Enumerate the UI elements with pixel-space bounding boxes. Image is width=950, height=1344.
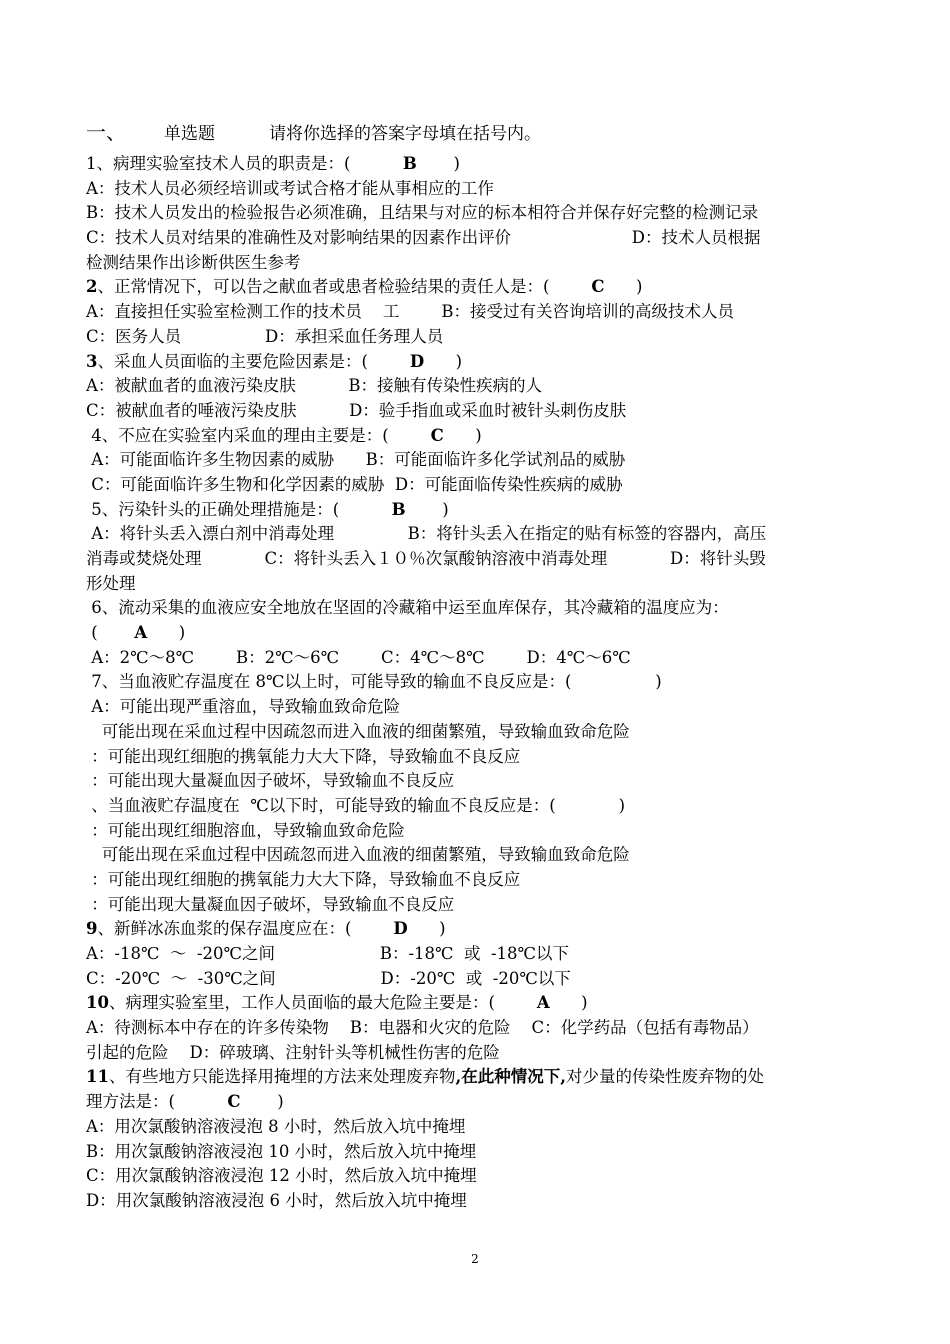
text-line (86, 325, 866, 350)
text-line (86, 1140, 866, 1165)
line-text: B：用次氯酸钠溶液浸泡 10 小时，然后放入坑中掩埋 (86, 1141, 477, 1161)
line-text: 、病理实验室里，工作人员面临的最大危险主要是：( (108, 993, 537, 1013)
line-text: 、采血人员面临的主要危险因素是：( (97, 351, 410, 371)
text-line (86, 621, 866, 646)
text-line (86, 745, 866, 770)
line-text: 引起的危险 D：碎玻璃、注射针头等机械性伤害的危险 (86, 1042, 500, 1062)
bold-text: D (393, 919, 408, 939)
bold-text: C (591, 277, 605, 297)
line-text: ) (549, 993, 588, 1013)
line-text: ) (443, 425, 482, 445)
line-text: ) (407, 919, 446, 939)
section-type: 单选题 (164, 124, 215, 144)
bold-text: A (134, 623, 148, 643)
line-text: C：可能面临许多生物和化学因素的威胁 D：可能面临传染性疾病的威胁 (86, 474, 623, 494)
text-line (86, 695, 866, 720)
line-text: 4、不应在实验室内采血的理由主要是：( (86, 425, 431, 445)
text-line (86, 374, 866, 399)
line-text: A：可能面临许多生物因素的威胁 B：可能面临许多化学试剂品的威胁 (86, 450, 626, 470)
line-text: A：直接担任实验室检测工作的技术员 工 B：接受过有关咨询培训的高级技术人员 (86, 302, 734, 322)
text-line (86, 177, 866, 202)
line-text: C：技术人员对结果的准确性及对影响结果的因素作出评价 D：技术人员根据 (86, 228, 761, 248)
line-text: C：用次氯酸钠溶液浸泡 12 小时，然后放入坑中掩埋 (86, 1166, 477, 1186)
line-text: B：技术人员发出的检验报告必须准确，且结果与对应的标本相符合并保存好完整的检测记录 (86, 203, 759, 223)
text-line (86, 794, 866, 819)
text-line (86, 498, 866, 523)
text-line (86, 201, 866, 226)
bold-text: 9 (86, 919, 98, 939)
text-line (86, 1065, 866, 1090)
line-text: ) (405, 499, 449, 519)
section-heading (86, 120, 866, 146)
line-text: 消毒或焚烧处理 C：将针头丢入１０％次氯酸钠溶液中消毒处理 D：将针头毁 (86, 549, 766, 568)
line-text: ) (416, 154, 460, 173)
line-text: 6、流动采集的血液应安全地放在坚固的冷藏箱中运至血库保存，其冷藏箱的温度应为： (86, 598, 729, 618)
text-line (86, 1189, 866, 1214)
bold-text: 3 (86, 351, 98, 371)
line-text: A：2℃～8℃ B：2℃～6℃ C：4℃～8℃ D：4℃～6℃ (86, 647, 631, 667)
page-number: 2 (471, 1252, 479, 1266)
text-line (86, 843, 866, 868)
line-text: 理方法是：( (86, 1092, 228, 1112)
line-text: 对少量的传染性废弃物的处 (565, 1067, 764, 1087)
line-text: A：被献血者的血液污染皮肤 B：接触有传染性疾病的人 (86, 376, 542, 396)
line-text: 7、当血液贮存温度在 8℃以上时，可能导致的输血不良反应是：( ) (86, 672, 662, 692)
line-text: 1、病理实验室技术人员的职责是：( (86, 154, 403, 173)
text-line (86, 942, 866, 967)
line-text: ：可能出现大量凝血因子破坏，导致输血不良反应 (86, 894, 455, 914)
line-text: 、正常情况下，可以告之献血者或患者检验结果的责任人是：( (97, 277, 592, 297)
text-line (86, 424, 866, 449)
text-line (86, 646, 866, 671)
bold-text: D (409, 351, 425, 371)
text-line (86, 547, 866, 572)
line-text: 、当血液贮存温度在 ℃以下时，可能导致的输血不良反应是：( ) (86, 795, 626, 815)
line-text: ) (147, 623, 186, 643)
bold-text: ,在此种情况下, (455, 1067, 566, 1087)
text-line (86, 275, 866, 300)
bold-text: 10 (86, 993, 109, 1013)
text-line (86, 1115, 866, 1140)
text-line (86, 1164, 866, 1189)
text-line (86, 1016, 866, 1041)
text-line (86, 670, 866, 695)
text-line (86, 819, 866, 844)
line-text: A：-18℃ ～ -20℃之间 B：-18℃ 或 -18℃以下 (86, 944, 570, 963)
line-text: 、新鲜冰冻血浆的保存温度应在：( (97, 919, 394, 939)
section-number: 一、 (86, 120, 126, 144)
line-text: 可能出现在采血过程中因疏忽而进入血液的细菌繁殖，导致输血致命危险 (86, 721, 630, 741)
bold-text: B (391, 499, 406, 519)
text-line (86, 769, 866, 794)
line-text: ( (86, 623, 135, 643)
text-line (86, 399, 866, 424)
text-line (86, 300, 866, 325)
question-list (86, 152, 866, 1214)
line-text: C：被献血者的唾液污染皮肤 D：验手指血或采血时被针头刺伤皮肤 (86, 400, 627, 420)
line-text: C：-20℃ ～ -30℃之间 D：-20℃ 或 -20℃以下 (86, 968, 571, 988)
text-line (86, 522, 866, 547)
bold-text: C (227, 1092, 241, 1112)
line-text: 、有些地方只能选择用掩埋的方法来处理废弃物 (108, 1067, 456, 1087)
text-line (86, 596, 866, 621)
section-instruction: 请将你选择的答案字母填在括号内。 (269, 124, 541, 144)
text-line (86, 1041, 866, 1066)
text-line (86, 226, 866, 251)
line-text: ：可能出现红细胞的携氧能力大大下降，导致输血不良反应 (86, 869, 521, 889)
text-line (86, 917, 866, 942)
bold-text: C (430, 425, 444, 445)
line-text: A：用次氯酸钠溶液浸泡 8 小时，然后放入坑中掩埋 (86, 1116, 466, 1136)
line-text: D：用次氯酸钠溶液浸泡 6 小时，然后放入坑中掩埋 (86, 1190, 467, 1210)
text-line (86, 967, 866, 992)
bold-text: 11 (86, 1067, 109, 1087)
line-text: ：可能出现红细胞溶血，导致输血致命危险 (86, 820, 405, 840)
line-text: ：可能出现大量凝血因子破坏，导致输血不良反应 (86, 771, 455, 791)
bold-text: B (402, 154, 417, 173)
line-text: 可能出现在采血过程中因疏忽而进入血液的细菌繁殖，导致输血致命危险 (86, 845, 630, 865)
line-text: A：待测标本中存在的许多传染物 B：电器和火灾的危险 C：化学药品（包括有毒物品） (86, 1018, 759, 1038)
line-text: 5、污染针头的正确处理措施是：( (86, 499, 392, 519)
text-line (86, 991, 866, 1016)
text-line (86, 448, 866, 473)
line-text: ：可能出现红细胞的携氧能力大大下降，导致输血不良反应 (86, 746, 521, 766)
line-text: ) (240, 1092, 284, 1112)
line-text: 检测结果作出诊断供医生参考 (86, 252, 301, 272)
bold-text: A (536, 993, 550, 1013)
line-text: A：技术人员必须经培训或考试合格才能从事相应的工作 (86, 178, 494, 198)
text-line (86, 350, 866, 375)
line-text: ) (604, 277, 643, 297)
bold-text: 2 (86, 277, 98, 297)
page-content (86, 120, 866, 1214)
line-text: ) (424, 351, 463, 371)
text-line (86, 572, 866, 597)
line-text: 形处理 (86, 573, 136, 593)
text-line (86, 251, 866, 276)
text-line (86, 1090, 866, 1115)
text-line (86, 720, 866, 745)
line-text: A：将针头丢入漂白剂中消毒处理 B：将针头丢入在指定的贴有标签的容器内，高压 (86, 524, 767, 544)
text-line (86, 868, 866, 893)
text-line (86, 152, 866, 177)
line-text: C：医务人员 D：承担采血任务理人员 (86, 326, 444, 346)
line-text: A：可能出现严重溶血，导致输血致命危险 (86, 697, 401, 717)
text-line (86, 473, 866, 498)
text-line (86, 893, 866, 918)
